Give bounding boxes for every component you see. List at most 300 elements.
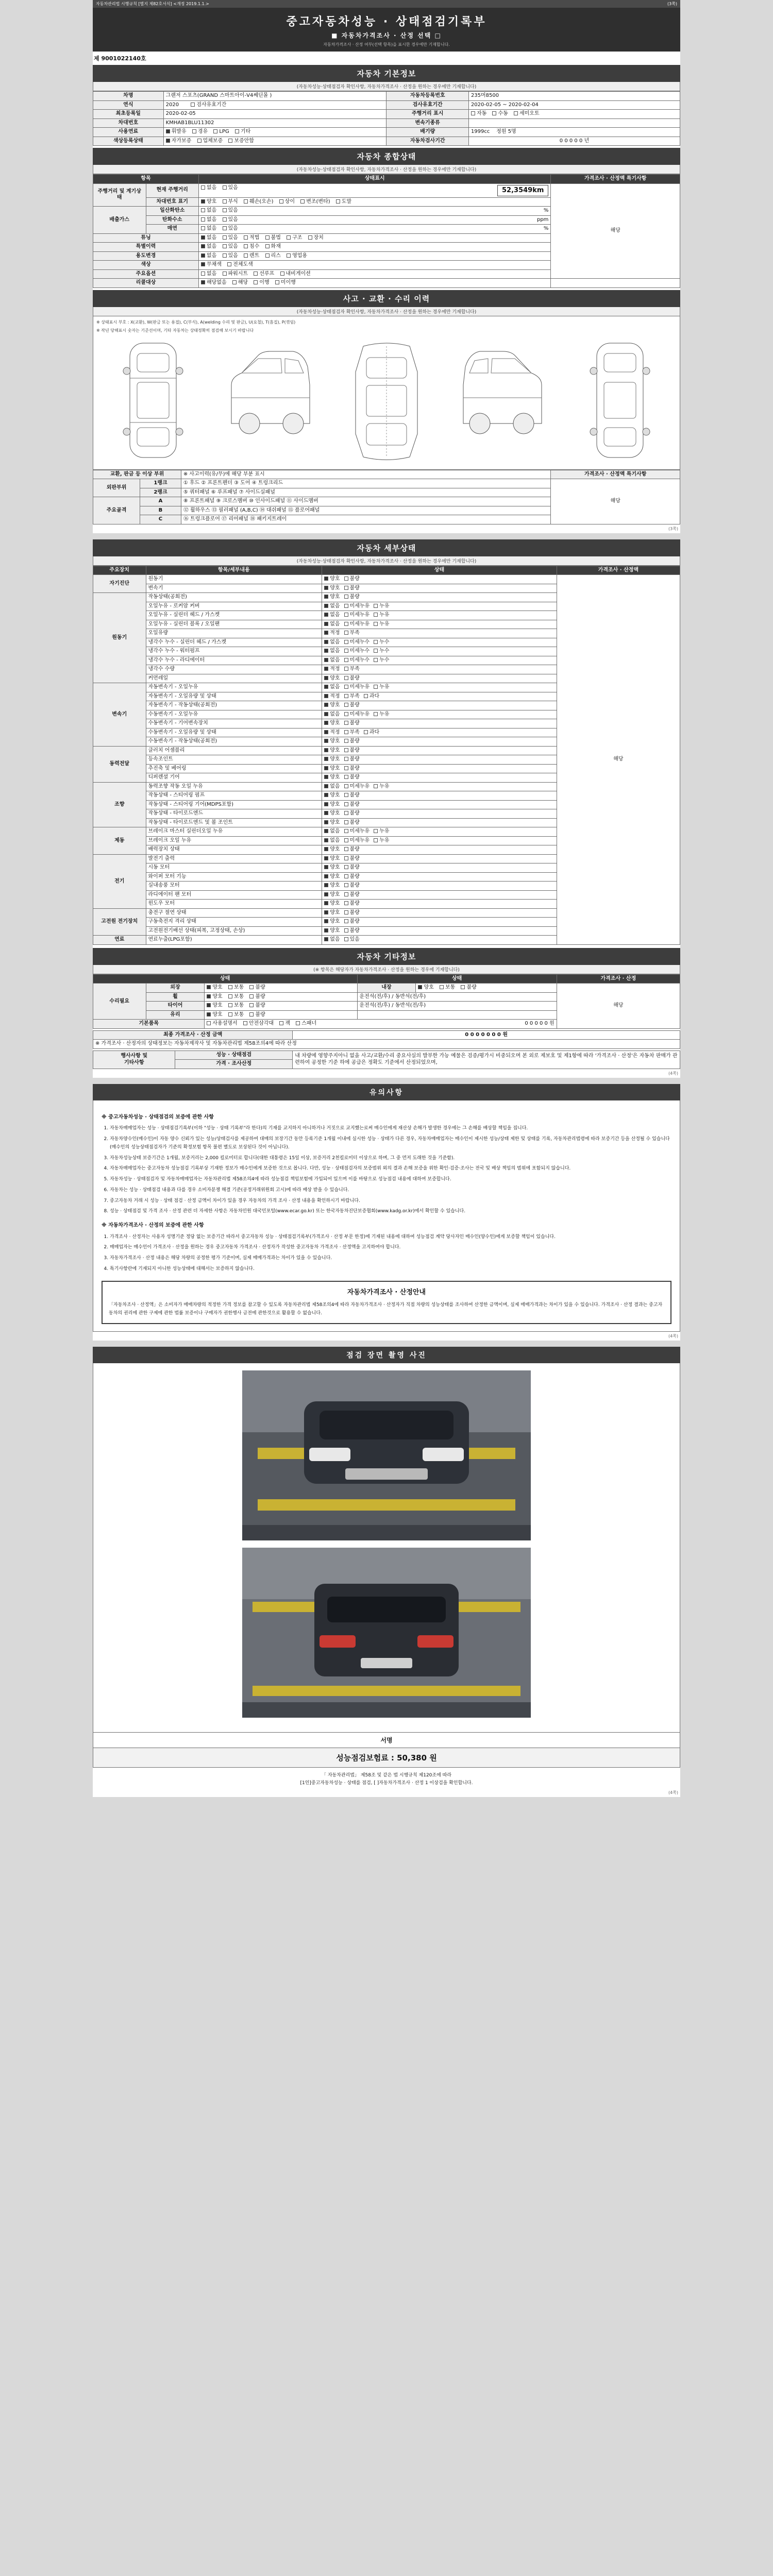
checkbox-box-icon xyxy=(344,676,348,680)
detail-item-label: 작동상태 - 타이로드엔드 xyxy=(146,809,322,819)
checkbox-box-icon xyxy=(324,658,328,662)
col-head-device: 주요장치 xyxy=(93,566,146,575)
checkbox-box-icon xyxy=(324,739,328,743)
checkbox-1-6-1[interactable]: 미세누수 xyxy=(344,648,370,655)
detail-item-label: 클러치 어셈블리 xyxy=(146,746,322,755)
checkbox-2-5-0[interactable]: 적정 xyxy=(324,730,340,736)
checkbox-7-2-0[interactable]: 양호 xyxy=(324,928,340,935)
rank-1-label: 1랭크 xyxy=(140,479,181,488)
checkbox-box-icon xyxy=(324,919,328,923)
checkbox-6-2-0[interactable]: 양호 xyxy=(324,874,340,880)
checkbox-tuning-structure[interactable]: 구조 xyxy=(287,235,302,242)
checkbox-recall-notdone[interactable]: 미이행 xyxy=(275,280,296,286)
field-value-inspection-period: 0 0 0 0 0 년 xyxy=(468,137,680,146)
checkbox-2-3-2[interactable]: 누유 xyxy=(374,711,389,718)
rank-c-label: C xyxy=(140,515,181,524)
checkbox-tuning-device[interactable]: 장치 xyxy=(308,235,324,242)
checkbox-1-9-0[interactable]: 양호 xyxy=(324,675,340,682)
checkbox-6-4-0[interactable]: 양호 xyxy=(324,892,340,899)
checkbox-2-5-2[interactable]: 과다 xyxy=(364,730,379,736)
detail-item-state xyxy=(322,638,557,647)
checkbox-6-4-1[interactable]: 불량 xyxy=(344,892,360,899)
detail-item-state xyxy=(322,575,557,584)
form-legal-ref: 자동차관리법 시행규칙 [별지 제82호서식] <개정 2019.1.1.> xyxy=(96,2,209,6)
detail-item-label: 윈도우 모터 xyxy=(146,900,322,909)
checkbox-1-1-2[interactable]: 누유 xyxy=(374,603,389,610)
checkbox-6-3-0[interactable]: 양호 xyxy=(324,883,340,889)
checkbox-box-icon xyxy=(324,667,328,671)
detail-item-state xyxy=(322,629,557,638)
checkbox-glass-bad[interactable]: 불량 xyxy=(249,1012,265,1019)
checkbox-1-2-0[interactable]: 없음 xyxy=(324,612,340,619)
checkbox-box-icon xyxy=(374,613,378,617)
checkbox-6-1-0[interactable]: 양호 xyxy=(324,865,340,871)
checkbox-5-2-1[interactable]: 불량 xyxy=(344,846,360,853)
checkbox-opt-powerseat[interactable]: 파워시트 xyxy=(223,271,248,278)
checkbox-mileage-none[interactable]: 없음 xyxy=(201,185,216,192)
detail-item-label: 충전구 절연 상태 xyxy=(146,908,322,918)
checkbox-option-fuel-etc[interactable]: 기타 xyxy=(235,129,250,135)
checkbox-special-flood[interactable]: 침수 xyxy=(244,244,259,250)
checkbox-vin-diff[interactable]: 상이 xyxy=(279,199,295,206)
checkbox-6-5-0[interactable]: 양호 xyxy=(324,901,340,907)
checkbox-2-0-2[interactable]: 누유 xyxy=(374,684,389,691)
checkbox-3-1-1[interactable]: 불량 xyxy=(344,756,360,763)
checkbox-vin-alter[interactable]: 변조(변타) xyxy=(300,199,330,206)
checkbox-4-0-2[interactable]: 누유 xyxy=(374,784,389,790)
section-basic-title: 자동차 기본정보 xyxy=(93,65,680,82)
page-3 xyxy=(93,1084,680,1341)
checkbox-box-icon xyxy=(324,685,328,689)
checkbox-base-jack[interactable]: 잭 xyxy=(279,1021,290,1027)
checkbox-6-2-1[interactable]: 불량 xyxy=(344,874,360,880)
field-label-inspection: 검사유효기간 xyxy=(386,100,468,110)
checkbox-recall-na[interactable]: 해당없음 xyxy=(201,280,227,286)
detail-item-label: 시동 모터 xyxy=(146,863,322,873)
checkbox-tuning-legal[interactable]: 적법 xyxy=(244,235,259,242)
checkbox-3-3-0[interactable]: 양호 xyxy=(324,774,340,781)
notice-item: 8. 성능 · 상태점검 및 가격 조사 · 산정 관련 더 자세한 사항은 자동차민원 대국민포털(www.ecar.go.kr) 또는 한국자동차진단보증협회(www.kadg.or.kr)에서 확인할 수 있습니다. xyxy=(110,1208,671,1216)
col-head-note: 가격조사 · 산정액 특기사항 xyxy=(551,175,680,184)
checkbox-box-icon xyxy=(364,694,368,698)
document-title: 중고자동차성능 · 상태점검기록부 xyxy=(286,15,487,28)
checkbox-box-icon xyxy=(344,865,348,869)
photo-rear-lift-image xyxy=(242,1548,531,1718)
page-1-footer: (3쪽) xyxy=(668,526,678,531)
checkbox-1-4-1[interactable]: 부족 xyxy=(344,630,360,637)
checkbox-2-1-2[interactable]: 과다 xyxy=(364,693,379,700)
checkbox-1-4-0[interactable]: 적정 xyxy=(324,630,340,637)
state-wheel xyxy=(205,992,357,1002)
checkbox-1-9-1[interactable]: 불량 xyxy=(344,675,360,682)
checkbox-option-self-warranty[interactable]: 자가보증 xyxy=(166,138,192,145)
checkbox-co-yes[interactable]: 있음 xyxy=(223,208,238,214)
checkbox-1-2-2[interactable]: 누유 xyxy=(374,612,389,619)
detail-group-6: 전기 xyxy=(93,854,146,908)
checkbox-1-3-0[interactable]: 없음 xyxy=(324,621,340,628)
checkbox-base-manual[interactable]: 사용설명서 xyxy=(207,1021,237,1027)
checkbox-opt-none[interactable]: 없음 xyxy=(201,271,216,278)
field-label-year: 연식 xyxy=(93,100,164,110)
checkbox-1-7-2[interactable]: 누수 xyxy=(374,657,389,664)
field-label-inspection-period: 자동차검사기간 xyxy=(386,137,468,146)
detail-item-state xyxy=(322,936,557,945)
rank-b-label: B xyxy=(140,506,181,515)
checkbox-5-1-0[interactable]: 없음 xyxy=(324,838,340,844)
checkbox-0-1-0[interactable]: 양호 xyxy=(324,585,340,592)
checkbox-1-0-0[interactable]: 양호 xyxy=(324,594,340,601)
checkbox-option-company-warranty[interactable]: 업체보증 xyxy=(197,138,223,145)
checkbox-box-icon xyxy=(344,622,348,626)
checkbox-1-2-1[interactable]: 미세누유 xyxy=(344,612,370,619)
checkbox-4-3-0[interactable]: 양호 xyxy=(324,810,340,817)
checkbox-smoke-none[interactable]: 없음 xyxy=(201,226,216,232)
car-diagram-front xyxy=(96,336,210,466)
checkbox-int-bad[interactable]: 불량 xyxy=(461,985,476,991)
checkbox-6-1-1[interactable]: 불량 xyxy=(344,865,360,871)
checkbox-tire-normal[interactable]: 보통 xyxy=(228,1003,244,1009)
checkbox-ext-bad[interactable]: 불량 xyxy=(249,985,265,991)
detail-item-label: 냉각수 누수 - 라디에이터 xyxy=(146,656,322,665)
detail-item-label: 오일유량 xyxy=(146,629,322,638)
detail-item-label: 냉각수 수량 xyxy=(146,665,322,674)
checkbox-box-icon xyxy=(324,784,328,788)
state-tire xyxy=(205,1002,357,1011)
row-label-tuning: 튜닝 xyxy=(93,233,199,243)
checkbox-box-icon xyxy=(344,793,348,797)
checkbox-1-3-1[interactable]: 미세누유 xyxy=(344,621,370,628)
detail-item-state xyxy=(322,918,557,927)
checkbox-usage-rent[interactable]: 렌트 xyxy=(244,253,259,260)
checkbox-6-3-1[interactable]: 불량 xyxy=(344,883,360,889)
base-count: 0 0 0 0 0 원 xyxy=(525,1021,554,1027)
table-row xyxy=(93,110,680,119)
checkbox-7-0-1[interactable]: 불량 xyxy=(344,910,360,917)
checkbox-1-8-1[interactable]: 부족 xyxy=(344,666,360,673)
checkbox-vin-erase[interactable]: 도말 xyxy=(336,199,351,206)
checkbox-5-0-2[interactable]: 누유 xyxy=(374,828,389,835)
checkbox-8-0-1[interactable]: 있음 xyxy=(344,937,360,943)
checkbox-3-2-1[interactable]: 불량 xyxy=(344,766,360,772)
table-row xyxy=(93,479,680,488)
checkbox-usage-lease[interactable]: 리스 xyxy=(265,253,281,260)
field-value-firstreg: 2020-02-05 xyxy=(163,110,386,119)
checkbox-special-none[interactable]: 없음 xyxy=(201,244,216,250)
checkbox-4-0-0[interactable]: 없음 xyxy=(324,784,340,790)
checkbox-4-4-1[interactable]: 불량 xyxy=(344,820,360,826)
checkbox-box-icon xyxy=(344,766,348,770)
detail-item-label: 오일누유 - 실린더 블록 / 오일팬 xyxy=(146,620,322,629)
checkbox-int-normal[interactable]: 보통 xyxy=(440,985,455,991)
checkbox-2-0-1[interactable]: 미세누유 xyxy=(344,684,370,691)
detail-item-label: 동력조향 작동 오일 누유 xyxy=(146,782,322,791)
checkbox-box-icon xyxy=(324,703,328,707)
checkbox-tuning-yes[interactable]: 있음 xyxy=(223,235,238,242)
checkbox-4-1-1[interactable]: 불량 xyxy=(344,792,360,799)
checkbox-3-1-0[interactable]: 양호 xyxy=(324,756,340,763)
checkbox-2-1-0[interactable]: 적정 xyxy=(324,693,340,700)
checkbox-4-3-1[interactable]: 불량 xyxy=(344,810,360,817)
checkbox-vin-damage[interactable]: 훼손(오손) xyxy=(244,199,273,206)
checkbox-recall-yes[interactable]: 해당 xyxy=(232,280,248,286)
section-accident-title: 사고 · 교환 · 수리 이력 xyxy=(93,290,680,307)
checkbox-co-none[interactable]: 없음 xyxy=(201,208,216,214)
checkbox-box-icon xyxy=(344,712,348,716)
checkbox-box-icon xyxy=(344,640,348,644)
checkbox-tuning-illegal[interactable]: 불법 xyxy=(265,235,281,242)
checkbox-recall-done[interactable]: 이행 xyxy=(254,280,269,286)
checkbox-tuning-none[interactable]: 없음 xyxy=(201,235,216,242)
legal-footer-line-2: [1인]중고자동차성능 · 상태를 점검, [ ]자동차가격조사 · 산정 1 이상검을 확인합니다. xyxy=(300,1781,473,1786)
car-side-right-icon xyxy=(454,336,552,465)
detail-item-state xyxy=(322,845,557,855)
checkbox-5-0-0[interactable]: 없음 xyxy=(324,828,340,835)
detail-group-3: 동력전달 xyxy=(93,746,146,782)
checkbox-box-icon xyxy=(344,748,348,752)
checkbox-1-0-1[interactable]: 불량 xyxy=(344,594,360,601)
checkbox-5-1-1[interactable]: 미세누유 xyxy=(344,838,370,844)
car-rear-view-icon xyxy=(581,336,659,465)
signature-row: 서명 xyxy=(93,1733,680,1748)
checkbox-4-0-1[interactable]: 미세누유 xyxy=(344,784,370,790)
detail-group-8: 연료 xyxy=(93,936,146,945)
detail-item-state xyxy=(322,728,557,737)
checkbox-special-fire[interactable]: 화재 xyxy=(265,244,281,250)
row-sub-label-mileage: 현재 주행거리 xyxy=(146,183,199,197)
page-2-footer: (4쪽) xyxy=(668,1071,678,1076)
checkbox-7-0-0[interactable]: 양호 xyxy=(324,910,340,917)
notice-sub-item: 2. 매매업자는 매수인이 가격조사 · 산정을 원하는 경우 중고자동차 가격조사 · 산정자가 작성한 중고자동차 가격조사 · 산정액을 고지하여야 합니다. xyxy=(110,1244,671,1252)
field-value-inspection: 2020-02-05 ~ 2020-02-04 xyxy=(468,100,680,110)
checkbox-2-3-0[interactable]: 없음 xyxy=(324,711,340,718)
checkbox-2-4-1[interactable]: 불량 xyxy=(344,720,360,727)
checkbox-ext-normal[interactable]: 보통 xyxy=(228,985,244,991)
checkbox-option-gasoline[interactable]: 검사유효기간 xyxy=(191,102,226,109)
rank-a-items: ⑧ 프론트패널 ⑨ 크로스멤버 ⑩ 인사이드패널 ⑪ 사이드멤버 xyxy=(181,497,551,506)
checkbox-4-1-0[interactable]: 양호 xyxy=(324,792,340,799)
wheel-positions: 운전석(전/후) / 동반석(전/후) xyxy=(357,992,557,1002)
accident-rank-table xyxy=(93,470,680,524)
checkbox-1-6-2[interactable]: 누수 xyxy=(374,648,389,655)
detail-item-state xyxy=(322,882,557,891)
notice-item: 7. 중고자동차 거래 시 성능 · 상태 점검 · 산정 금액이 차이가 있을 경우 자동차의 가격 조사 · 산정 내용을 확인하시기 바랍니다. xyxy=(110,1197,671,1206)
state-base-items xyxy=(205,1020,557,1029)
checkbox-box-icon xyxy=(344,658,348,662)
checkbox-hc-none[interactable]: 없음 xyxy=(201,217,216,224)
detail-item-label: 고전원전기배선 상태(피복, 고정상태, 손상) xyxy=(146,926,322,936)
label-main-frame: 주요골격 xyxy=(93,497,140,524)
checkbox-2-6-1[interactable]: 불량 xyxy=(344,738,360,745)
checkbox-ext-good[interactable]: 양호 xyxy=(207,985,222,991)
checkbox-7-1-0[interactable]: 양호 xyxy=(324,919,340,925)
rank-b-items: ⑫ 휠하우스 ⑬ 필러패널 (A,B,C) ⑭ 대쉬패널 ⑮ 플로어패널 xyxy=(181,506,551,515)
checkbox-4-2-1[interactable]: 불량 xyxy=(344,802,360,808)
detail-item-state xyxy=(322,647,557,656)
section-total-subtitle: (자동차성능·상태점검자 확인사항, 자동차가격조사 · 산정을 원하는 경우에만 기재합니다) xyxy=(93,165,680,174)
detail-item-state xyxy=(322,818,557,827)
legal-footer xyxy=(93,1768,680,1789)
checkbox-box-icon xyxy=(324,766,328,770)
checkbox-opt-navi[interactable]: 내비게이션 xyxy=(280,271,311,278)
inspection-photo-rear xyxy=(242,1548,531,1718)
checkbox-option-auto[interactable]: 자동 xyxy=(471,111,486,117)
checkbox-3-0-1[interactable]: 불량 xyxy=(344,748,360,754)
detail-group-0: 자기진단 xyxy=(93,575,146,593)
checkbox-usage-commercial[interactable]: 영업용 xyxy=(287,253,307,260)
label-used-items: 수리필요 xyxy=(93,984,146,1020)
checkbox-mileage-yes[interactable]: 있음 xyxy=(223,185,238,192)
checkbox-8-0-0[interactable]: 없음 xyxy=(324,937,340,943)
table-row xyxy=(93,575,680,584)
accident-rank-head-2: ※ 사고이력(유/무)에 해당 부분 표시 xyxy=(181,470,551,479)
checkbox-box-icon xyxy=(324,757,328,761)
checkbox-box-icon xyxy=(324,694,328,698)
checkbox-2-2-0[interactable]: 양호 xyxy=(324,702,340,709)
checkbox-box-icon xyxy=(344,775,348,779)
smoke-unit: % xyxy=(543,226,549,232)
capacity-value: 5명 xyxy=(508,129,516,134)
tire-positions: 운전석(전/후) / 동반석(전/후) xyxy=(357,1002,557,1011)
photo-section-title: 점검 장면 촬영 사진 xyxy=(93,1347,680,1363)
checkbox-1-5-1[interactable]: 미세누수 xyxy=(344,639,370,646)
checkbox-option-no-warranty[interactable]: 보증안함 xyxy=(228,138,254,145)
checkbox-2-4-0[interactable]: 양호 xyxy=(324,720,340,727)
checkbox-tire-bad[interactable]: 불량 xyxy=(249,1003,265,1009)
checkbox-6-0-1[interactable]: 불량 xyxy=(344,856,360,862)
checkbox-0-1-1[interactable]: 불량 xyxy=(344,585,360,592)
notice-body xyxy=(93,1100,680,1332)
checkbox-box-icon xyxy=(324,901,328,905)
checkbox-glass-good[interactable]: 양호 xyxy=(207,1012,222,1019)
checkbox-0-0-0[interactable]: 양호 xyxy=(324,576,340,583)
checkbox-2-2-1[interactable]: 불량 xyxy=(344,702,360,709)
checkbox-option-semi[interactable]: 세미오토 xyxy=(514,111,540,117)
checkbox-opt-sunroof[interactable]: 선루프 xyxy=(254,271,274,278)
checkbox-glass-normal[interactable]: 보통 xyxy=(228,1012,244,1019)
checkbox-option-fuel-gasoline[interactable]: 휘발유 xyxy=(166,129,187,135)
detail-item-state xyxy=(322,674,557,683)
checkbox-2-1-1[interactable]: 부족 xyxy=(344,693,360,700)
checkbox-option-fuel-lpg[interactable]: LPG xyxy=(213,129,229,135)
detail-item-label: 작동상태 - 스티어링 펌프 xyxy=(146,791,322,801)
checkbox-vin-ok[interactable]: 양호 xyxy=(201,199,216,206)
other-note-value: 해당 xyxy=(557,984,680,1029)
checkbox-base-spanner[interactable]: 스패너 xyxy=(296,1021,316,1027)
checkbox-box-icon xyxy=(344,901,348,905)
checkbox-wheel-good[interactable]: 양호 xyxy=(207,994,222,1001)
checkbox-option-manual[interactable]: 수동 xyxy=(492,111,508,117)
detail-item-state xyxy=(322,584,557,593)
col-head-item: 항목 xyxy=(93,175,199,184)
checkbox-2-3-1[interactable]: 미세누유 xyxy=(344,711,370,718)
detail-price-note: 해당 xyxy=(557,575,680,945)
checkbox-1-5-2[interactable]: 누수 xyxy=(374,639,389,646)
checkbox-box-icon xyxy=(344,631,348,635)
checkbox-3-2-0[interactable]: 양호 xyxy=(324,766,340,772)
co-unit: % xyxy=(543,208,549,214)
checkbox-box-icon xyxy=(324,802,328,806)
checkbox-0-0-1[interactable]: 불량 xyxy=(344,576,360,583)
row-state-special xyxy=(199,243,551,252)
section-basic-subtitle: (자동차성능·상태점검자 확인사항, 자동차가격조사 · 산정을 원하는 경우에만 기재합니다) xyxy=(93,82,680,91)
checkbox-wheel-bad[interactable]: 불량 xyxy=(249,994,265,1001)
detail-item-label: 등속조인트 xyxy=(146,755,322,765)
checkbox-usage-yes[interactable]: 있음 xyxy=(223,253,238,260)
checkbox-1-6-0[interactable]: 없음 xyxy=(324,648,340,655)
accident-diagram-box xyxy=(93,316,680,470)
checkbox-base-triangle[interactable]: 안전삼각대 xyxy=(243,1021,274,1027)
checkbox-smoke-yes[interactable]: 있음 xyxy=(223,226,238,232)
checkbox-6-5-1[interactable]: 불량 xyxy=(344,901,360,907)
detail-group-5: 제동 xyxy=(93,827,146,855)
checkbox-5-1-2[interactable]: 누유 xyxy=(374,838,389,844)
checkbox-tire-good[interactable]: 양호 xyxy=(207,1003,222,1009)
notice-item: 3. 자동차성능상태 보증기간은 1개월, 보증거리는 2,000 킬로미터로 합니다(대한 대통령은 15일 이상, 보증거리 2천킬로미터 이상으로 하며, 그 중 먼저 도래한 것을 기준함). xyxy=(110,1155,671,1163)
checkbox-int-good[interactable]: 양호 xyxy=(418,985,433,991)
checkbox-6-0-0[interactable]: 양호 xyxy=(324,856,340,862)
row-state-tuning xyxy=(199,233,551,243)
checkbox-box-icon xyxy=(344,649,348,653)
checkbox-1-7-0[interactable]: 없음 xyxy=(324,657,340,664)
field-value-year xyxy=(163,100,386,110)
checkbox-1-5-0[interactable]: 없음 xyxy=(324,639,340,646)
checkbox-3-3-1[interactable]: 불량 xyxy=(344,774,360,781)
checkbox-color-mono[interactable]: 무채색 xyxy=(201,262,222,268)
checkbox-2-5-1[interactable]: 부족 xyxy=(344,730,360,736)
table-row xyxy=(93,128,680,137)
accident-note-value: 해당 xyxy=(551,479,680,524)
checkbox-5-0-1[interactable]: 미세누유 xyxy=(344,828,370,835)
checkbox-4-4-0[interactable]: 양호 xyxy=(324,820,340,826)
checkbox-color-full[interactable]: 전체도색 xyxy=(227,262,253,268)
checkbox-box-icon xyxy=(324,604,328,608)
final-price-title: 최종 가격조사 · 산정 금액 xyxy=(93,1030,293,1040)
table-row xyxy=(93,118,680,128)
detail-item-label: 작동상태 - 타이로드엔드 및 볼 조인트 xyxy=(146,818,322,827)
checkbox-1-1-1[interactable]: 미세누유 xyxy=(344,603,370,610)
checkbox-1-7-1[interactable]: 미세누수 xyxy=(344,657,370,664)
checkbox-box-icon xyxy=(324,910,328,914)
detail-group-2: 변속기 xyxy=(93,683,146,747)
checkbox-wheel-normal[interactable]: 보통 xyxy=(228,994,244,1001)
checkbox-5-2-0[interactable]: 양호 xyxy=(324,846,340,853)
detail-group-4: 조향 xyxy=(93,782,146,827)
rank-2-items: ⑤ 쿼터패널 ⑥ 루프패널 ⑦ 사이드실패널 xyxy=(181,488,551,497)
row-state-options xyxy=(199,269,551,279)
detail-item-state xyxy=(322,908,557,918)
document-header xyxy=(93,8,680,52)
car-side-left-icon xyxy=(221,336,319,465)
checkbox-vin-corrosion[interactable]: 부식 xyxy=(223,199,238,206)
checkbox-4-2-0[interactable]: 양호 xyxy=(324,802,340,808)
notice-list xyxy=(110,1125,671,1216)
detail-item-state xyxy=(322,710,557,719)
checkbox-7-1-1[interactable]: 불량 xyxy=(344,919,360,925)
other-col-head-left: 상태 xyxy=(93,974,358,984)
checkbox-1-3-2[interactable]: 누유 xyxy=(374,621,389,628)
checkbox-2-6-0[interactable]: 양호 xyxy=(324,738,340,745)
checkbox-usage-none[interactable]: 없음 xyxy=(201,253,216,260)
checkbox-3-0-0[interactable]: 양호 xyxy=(324,748,340,754)
checkbox-hc-yes[interactable]: 있음 xyxy=(223,217,238,224)
checkbox-box-icon xyxy=(324,874,328,878)
checkbox-2-0-0[interactable]: 없음 xyxy=(324,684,340,691)
checkbox-1-8-0[interactable]: 적정 xyxy=(324,666,340,673)
checkbox-7-2-1[interactable]: 불량 xyxy=(344,928,360,935)
checkbox-1-1-0[interactable]: 없음 xyxy=(324,603,340,610)
checkbox-option-fuel-diesel[interactable]: 경유 xyxy=(192,129,208,135)
checkbox-special-yes[interactable]: 있음 xyxy=(223,244,238,250)
